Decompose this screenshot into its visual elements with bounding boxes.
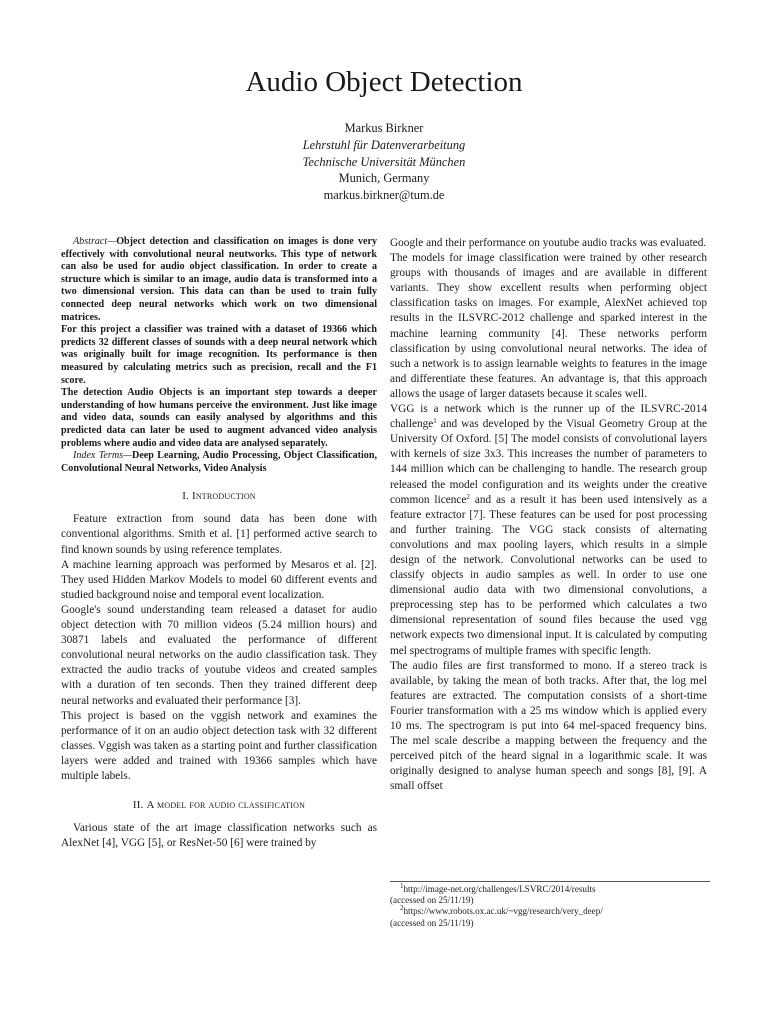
right-column — [390, 236, 707, 794]
section-title: Introduction — [191, 490, 256, 503]
vgg-text-b: and was developed by the Visual Geometry Group at the University Of Oxford. [5] The model consists of convolutional layers with kernels of size 3x3. This increases the number of parameters to 144 million which can be challenging to handle. The research group released the model configuration and its weights under the creative common licence — [390, 418, 707, 506]
right-paragraph-1: The models for image classification were trained by other research groups with thousands of images and are available in different variants. They show excellent results when performing object classification tasks on images. For example, AlexNet achieved top results in the ILSVRC-2012 challenge and sparked interest in the machine learning community [4]. These networks perform classification by using convolutional neural networks. The idea of such a network is to assign learnable weights to features in the image and differentiate these features. An advantage is, that this approach allows the usage of larger datasets because it scales well. — [390, 252, 707, 400]
affiliation-university: Technische Universität München — [302, 154, 466, 169]
footnote-1-access: (accessed on 25/11/19) — [390, 895, 474, 906]
footnote-2 — [390, 906, 710, 917]
index-terms-text: Deep Learning, Audio Processing, Object Classification, Convolutional Neural Networks, Video Analysis — [61, 450, 377, 474]
intro-paragraph-3: Google's sound understanding team released a dataset for audio object detection with 70 million videos (5.24 million hours) and 30871 labels and evaluated the performance of different convolutional neural networks on the audio classification task. They extracted the audio tracks of youtube videos and created samples with a duration of ten seconds. Then they trained different deep neural networks and evaluated their performance [3]. — [61, 603, 377, 707]
abstract-paragraph-1 — [61, 236, 377, 324]
left-column — [61, 236, 377, 851]
right-paragraph-3: The audio files are first transformed to mono. If a stereo track is available, by taking the mean of both tracks. After that, the log mel features are extracted. The computation consists of a short-time Fourier transformation with a 25 ms window which is applied every 10 ms. The spectrogram is put into 64 mel-spaced frequency bins. The mel scale describe a mapping between the frequency and the perceived pitch of the heard signal in a logarithmic scale. It was originally designed to analyse human speech and songs [8], [9]. A small offset — [390, 659, 707, 793]
footnote-mark-2: 2 — [400, 904, 404, 913]
vgg-text-a: VGG is a network which is the runner up of the ILSVRC-2014 challenge — [390, 403, 707, 431]
footnote-mark-1: 1 — [400, 882, 404, 890]
author-email: markus.birkner@tum.de — [323, 188, 445, 203]
footnote-1-url[interactable]: http://image-net.org/challenges/LSVRC/2014/results — [403, 884, 596, 894]
right-paragraph-2 — [390, 402, 707, 659]
author-block — [0, 120, 768, 204]
abstract-lead: Abstract— — [73, 236, 117, 247]
footnote-2-access: (accessed on 25/11/19) — [390, 917, 474, 928]
intro-paragraph-1: Feature extraction from sound data has been done with conventional algorithms. Smith et al. [1] performed active search to find known sounds by using reference templates. — [61, 513, 377, 556]
right-paragraph-0: Google and their performance on youtube audio tracks was evaluated. — [390, 237, 707, 249]
section-heading-model — [61, 798, 377, 813]
intro-paragraph-2: A machine learning approach was performed by Mesaros et al. [2]. They used Hidden Markov Models to model 60 different events and studied background noise and temporal event localization. — [61, 558, 377, 601]
affiliation-chair: Lehrstuhl für Datenverarbeitung — [302, 137, 466, 152]
abstract-paragraph-3: The detection Audio Objects is an important step towards a deeper understanding of how humans perceive the environment. Just like image and video data, sounds can easily analysed by algorithms and this predicted data can later be used to augment advanced video analysis problems where audio and video data are analysed separately. — [61, 387, 377, 449]
model-paragraph-1: Various state of the art image classification networks such as AlexNet [4], VGG [5], or ResNet-50 [6] were trained by — [61, 822, 377, 850]
section-heading-introduction — [61, 489, 377, 504]
section-number: I. — [182, 490, 192, 503]
section-title: A model for audio classification — [146, 799, 306, 812]
abstract-text-1: Object detection and classification on images is done very effectively with convolutional neural neutworks. This type of network can also be used for audio object classification. In order to create a structure which is similar to an image, audio data is transformed into a two dimensional version. This data can than be used to train fully connected deep neural networks which work on two dimensional matrices. — [61, 236, 377, 323]
abstract — [61, 236, 377, 450]
footnotes — [390, 881, 710, 929]
index-terms-lead: Index Terms— — [73, 450, 133, 462]
section-number: II. — [132, 799, 147, 812]
footnote-2-url[interactable]: https://www.robots.ox.ac.uk/~vgg/research/very_deep/ — [403, 906, 603, 917]
paper-title: Audio Object Detection — [245, 66, 523, 98]
footnote-ref-1[interactable]: 1 — [433, 417, 437, 426]
footnote-1 — [390, 884, 710, 895]
abstract-paragraph-2: For this project a classifier was trained with a dataset of 19366 which predicts 32 different classes of sounds with a deep neural network which was originally built for image recognition. Its performance is then measured by calculating metrics such as precision, recall and the F1 score. — [61, 324, 377, 386]
index-terms — [61, 450, 377, 475]
intro-paragraph-4: This project is based on the vggish network and examines the performance of it on an audio object detection task with 32 different classes. Vggish was taken as a starting point and further classification layers were added and trained with 19366 samples which have multiple labels. — [61, 709, 377, 782]
vgg-text-c: and as a result it has been used intensively as a feature extractor [7]. These features can be used for post processing and further training. The VGG stack consists of alternating convolutions and max pooling layers, which results in a simple design of the network. Convolutional networks can be used to classify objects in audio samples as well. In order to use one dimensional audio data with two dimensional convolutions, a preprocessing step has to be performed which calculates a two dimensional representation of sound files because the used vgg network expects two dimensional input. It is calculated by computing mel spectrograms of multiple frames with specific length. — [390, 493, 707, 657]
author-location: Munich, Germany — [338, 171, 430, 186]
author-name: Markus Birkner — [344, 121, 424, 135]
footnote-ref-2[interactable]: 2 — [466, 492, 470, 501]
